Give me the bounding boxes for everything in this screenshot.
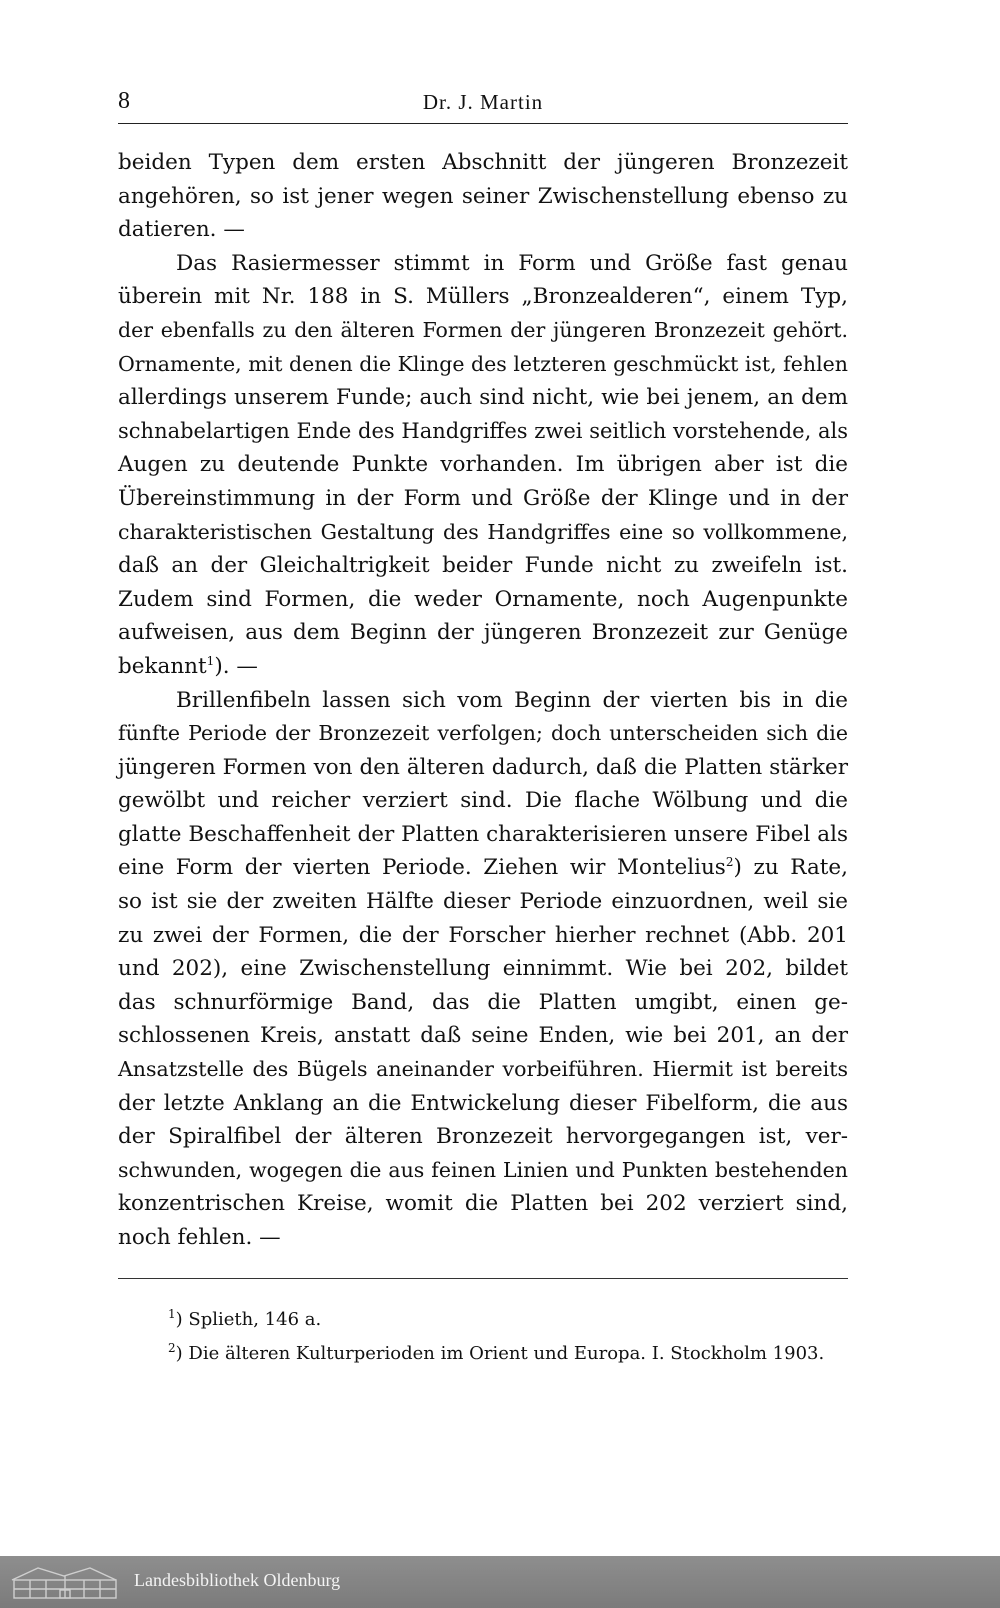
library-footer-bar — [0, 1556, 1000, 1608]
footnotes — [168, 1303, 858, 1371]
text-line: schlossenen Kreis, anstatt daß seine Enden, wie bei 201, an der — [118, 1023, 848, 1049]
text-line — [118, 650, 848, 684]
text-line: Augen zu deutende Punkte vorhanden. Im übrigen aber ist die — [118, 452, 848, 478]
text-line: charakteristischen Gestaltung des Handgriffes eine so vollkommene, — [118, 519, 848, 544]
text-line: und 202), eine Zwischenstellung einnimmt. Wie bei 202, bildet — [118, 956, 848, 982]
footnote-mark: 2 — [168, 1341, 176, 1355]
text-line: der ebenfalls zu den älteren Formen der jüngeren Bronzezeit gehört. — [118, 317, 848, 342]
body-text — [118, 146, 848, 1255]
text-line: glatte Beschaffenheit der Platten charakterisieren unsere Fibel als — [118, 821, 848, 847]
text-line: Das Rasiermesser stimmt in Form und Größe fast genau — [176, 250, 848, 276]
text-line: das schnurförmige Band, das die Platten umgibt, einen ge- — [118, 989, 848, 1015]
footnote-text: ) Splieth, 146 a. — [175, 1309, 322, 1330]
text-line: gewölbt und reicher verziert sind. Die flache Wölbung und die — [118, 788, 848, 814]
text-line: angehören, so ist jener wegen seiner Zwischenstellung ebenso zu — [118, 183, 848, 209]
text-line — [118, 851, 848, 885]
text-line: zu zwei der Formen, die der Forscher hierher rechnet (Abb. 201 — [118, 922, 848, 948]
text-line: schwunden, wogegen die aus feinen Linien und Punkten bestehenden — [118, 1157, 848, 1182]
line-text: bekannt — [118, 653, 207, 679]
text-line: noch fehlen. — — [118, 1225, 281, 1250]
text-line: fünfte Periode der Bronzezeit verfolgen; doch unterscheiden sich die — [118, 721, 848, 746]
text-line: beiden Typen dem ersten Abschnitt der jüngeren Bronzezeit — [118, 150, 848, 175]
text-line: so ist sie der zweiten Hälfte dieser Periode einzuordnen, weil sie — [118, 889, 848, 915]
text-line: Brillenfibeln lassen sich vom Beginn der vierten bis in die — [176, 687, 848, 713]
line-text-tail: ) zu Rate, — [733, 855, 848, 881]
text-line: überein mit Nr. 188 in S. Müllers „Bronzealderen“, einem Typ, — [118, 284, 848, 310]
footnote-mark: 1 — [168, 1307, 176, 1321]
text-line: konzentrischen Kreise, womit die Platten bei 202 verziert sind, — [118, 1191, 848, 1217]
library-building-icon — [8, 1562, 122, 1602]
text-line: jüngeren Formen von den älteren dadurch, daß die Platten stärker — [118, 754, 848, 780]
line-text: eine Form der vierten Periode. Ziehen wir Montelius — [118, 855, 726, 881]
text-line: daß an der Gleichaltrigkeit beider Funde nicht zu zweifeln ist. — [118, 553, 848, 579]
footnote — [168, 1303, 858, 1337]
text-line: allerdings unserem Funde; auch sind nicht, wie bei jenem, an dem — [118, 385, 848, 411]
text-line: Übereinstimmung in der Form und Größe der Klinge und in der — [118, 485, 848, 511]
text-line: Ornamente, mit denen die Klinge des letzteren geschmückt ist, fehlen — [118, 351, 848, 376]
text-line: der Spiralfibel der älteren Bronzezeit hervorgegangen ist, ver- — [118, 1124, 848, 1150]
page-header — [118, 88, 848, 122]
footnote-text: ) Die älteren Kulturperioden im Orient und Europa. I. Stockholm 1903. — [175, 1343, 825, 1364]
text-line: der letzte Anklang an die Entwickelung dieser Fibelform, die aus — [118, 1090, 848, 1116]
footnote-rule — [118, 1278, 848, 1279]
running-head: Dr. J. Martin — [422, 90, 544, 114]
page-number: 8 — [118, 88, 130, 114]
text-line: schnabelartigen Ende des Handgriffes zwei seitlich vorstehende, als — [118, 418, 848, 443]
footnote-ref[interactable]: 2 — [725, 855, 734, 870]
text-line: Zudem sind Formen, die weder Ornamente, noch Augenpunkte — [118, 586, 848, 612]
text-line: aufweisen, aus dem Beginn der jüngeren Bronzezeit zur Genüge — [118, 620, 848, 646]
line-text-tail: ). — — [214, 653, 258, 679]
text-line: Ansatzstelle des Bügels aneinander vorbeiführen. Hiermit ist bereits — [118, 1057, 848, 1082]
footnote-ref[interactable]: 1 — [206, 653, 215, 668]
library-name: Landesbibliothek Oldenburg — [134, 1570, 341, 1590]
footnote — [168, 1337, 858, 1371]
text-line: datieren. — — [118, 217, 245, 243]
header-rule — [118, 123, 848, 124]
